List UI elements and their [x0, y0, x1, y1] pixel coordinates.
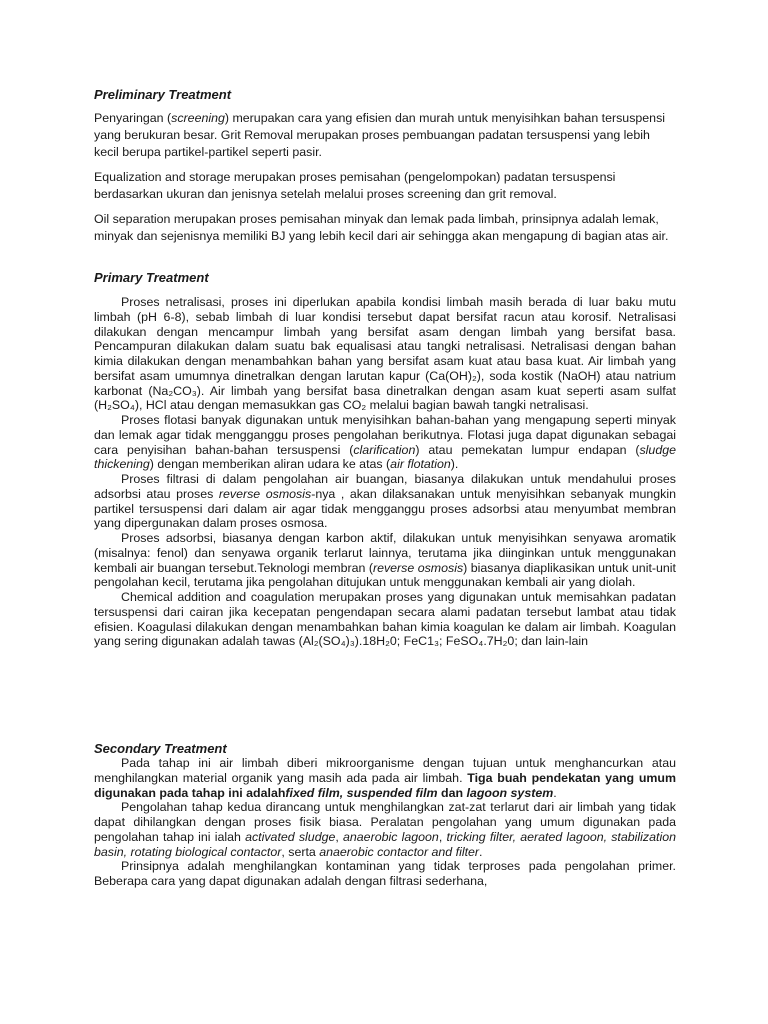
primary-paragraph-coagulation: Chemical addition and coagulation merupakan proses yang digunakan untuk memisahkan padatan tersuspensi dari cairan jika kecepatan pengendapan secara alami padatan tersebut lambat atau tidak efisien. Koagulasi dilakukan dengan menambahkan bahan kimia koagulan ke dalam air limbah. Koagulan yang sering digunakan adalah tawas (Al₂(SO₄)₃).18H₂0; FeC1₃; FeSO₄.7H₂0; dan lain-lain — [94, 590, 676, 649]
heading-primary-treatment: Primary Treatment — [94, 270, 209, 285]
preliminary-paragraph-1: Penyaringan (screening) merupakan cara yang efisien dan murah untuk menyisihkan bahan tersuspensi yang berukuran besar. Grit Removal merupakan proses pembuangan padatan tersuspensi yang lebih kecil berupa partikel-partikel seperti pasir. — [94, 111, 666, 159]
secondary-paragraph-3: Prinsipnya adalah menghilangkan kontaminan yang tidak terproses pada pengolahan primer. Beberapa cara yang dapat digunakan adalah dengan filtrasi sederhana, — [94, 859, 676, 888]
preliminary-paragraph-3: Oil separation merupakan proses pemisahan minyak dan lemak pada limbah, prinsipnya adalah lemak, minyak dan sejenisnya memiliki BJ yang lebih kecil dari air sehingga akan mengapung di bagian atas air. — [94, 212, 669, 243]
heading-secondary-treatment: Secondary Treatment — [94, 741, 227, 756]
primary-paragraph-adsorbsi: Proses adsorbsi, biasanya dengan karbon aktif, dilakukan untuk menyisihkan senyawa aromatik (misalnya: fenol) dan senyawa organik terlarut lainnya, terutama jika diinginkan untuk menggunakan kembali air buangan tersebut.Teknologi membran (reverse osmosis) biasanya diaplikasikan untuk unit-unit pengolahan kecil, terutama jika pengolahan ditujukan untuk menggunakan kembali air yang diolah. — [94, 531, 676, 590]
primary-treatment-body — [94, 295, 676, 649]
preliminary-paragraph-2: Equalization and storage merupakan proses pemisahan (pengelompokan) padatan tersuspensi berdasarkan ukuran dan jenisnya setelah melalui proses screening dan grit removal. — [94, 170, 616, 201]
primary-paragraph-filtrasi: Proses filtrasi di dalam pengolahan air buangan, biasanya dilakukan untuk mendahului proses adsorbsi atau proses reverse osmosis-nya , akan dilaksanakan untuk menyisihkan sebanyak mungkin partikel tersuspensi dari dalam air agar tidak mengganggu proses adsorbsi atau menyumbat membran yang dipergunakan dalam proses osmosa. — [94, 472, 677, 531]
secondary-treatment-body — [94, 756, 676, 889]
heading-preliminary-treatment: Preliminary Treatment — [94, 87, 232, 102]
secondary-paragraph-1: Pada tahap ini air limbah diberi mikroorganisme dengan tujuan untuk menghancurkan atau menghilangkan material organik yang masih ada pada air limbah. Tiga buah pendekatan yang umum digunakan pada tahap ini adalahfixed film, suspended film dan lagoon system. — [94, 756, 677, 800]
primary-paragraph-flotasi: Proses flotasi banyak digunakan untuk menyisihkan bahan-bahan yang mengapung seperti minyak dan lemak agar tidak mengganggu proses pengolahan berikutnya. Flotasi juga dapat digunakan sebagai cara penyisihan bahan-bahan tersuspensi (clarification) atau pemekatan lumpur endapan (sludge thickening) dengan memberikan aliran udara ke atas (air flotation). — [94, 413, 676, 472]
primary-paragraph-netralisasi: Proses netralisasi, proses ini diperlukan apabila kondisi limbah masih berada di luar baku mutu limbah (pH 6-8), sebab limbah di luar kondisi tersebut dapat bersifat racun atau korosif. Netralisasi dilakukan dengan mencampur limbah yang bersifat asam dengan limbah yang bersifat basa. Pencampuran dilakukan dalam suatu bak equalisasi atau tangki netralisasi. Netralisasi dengan bahan kimia dilakukan dengan menambahkan bahan yang bersifat asam kuat atau basa kuat. Air limbah yang bersifat asam umumnya dinetralkan dengan larutan kapur (Ca(OH)₂), soda kostik (NaOH) atau natrium karbonat (Na₂CO₃). Air limbah yang bersifat basa dinetralkan dengan asam kuat seperti asam sulfat (H₂SO₄), HCl atau dengan memasukkan gas CO₂ melalui bagian bawah tangki netralisasi. — [94, 295, 676, 413]
secondary-paragraph-2: Pengolahan tahap kedua dirancang untuk menghilangkan zat-zat terlarut dari air limbah yang tidak dapat dihilangkan dengan proses fisik biasa. Peralatan pengolahan yang umum digunakan pada pengolahan tahap ini ialah activated sludge, anaerobic lagoon, tricking filter, aerated lagoon, stabilization basin, rotating biological contactor, serta anaerobic contactor and filter. — [94, 800, 676, 859]
